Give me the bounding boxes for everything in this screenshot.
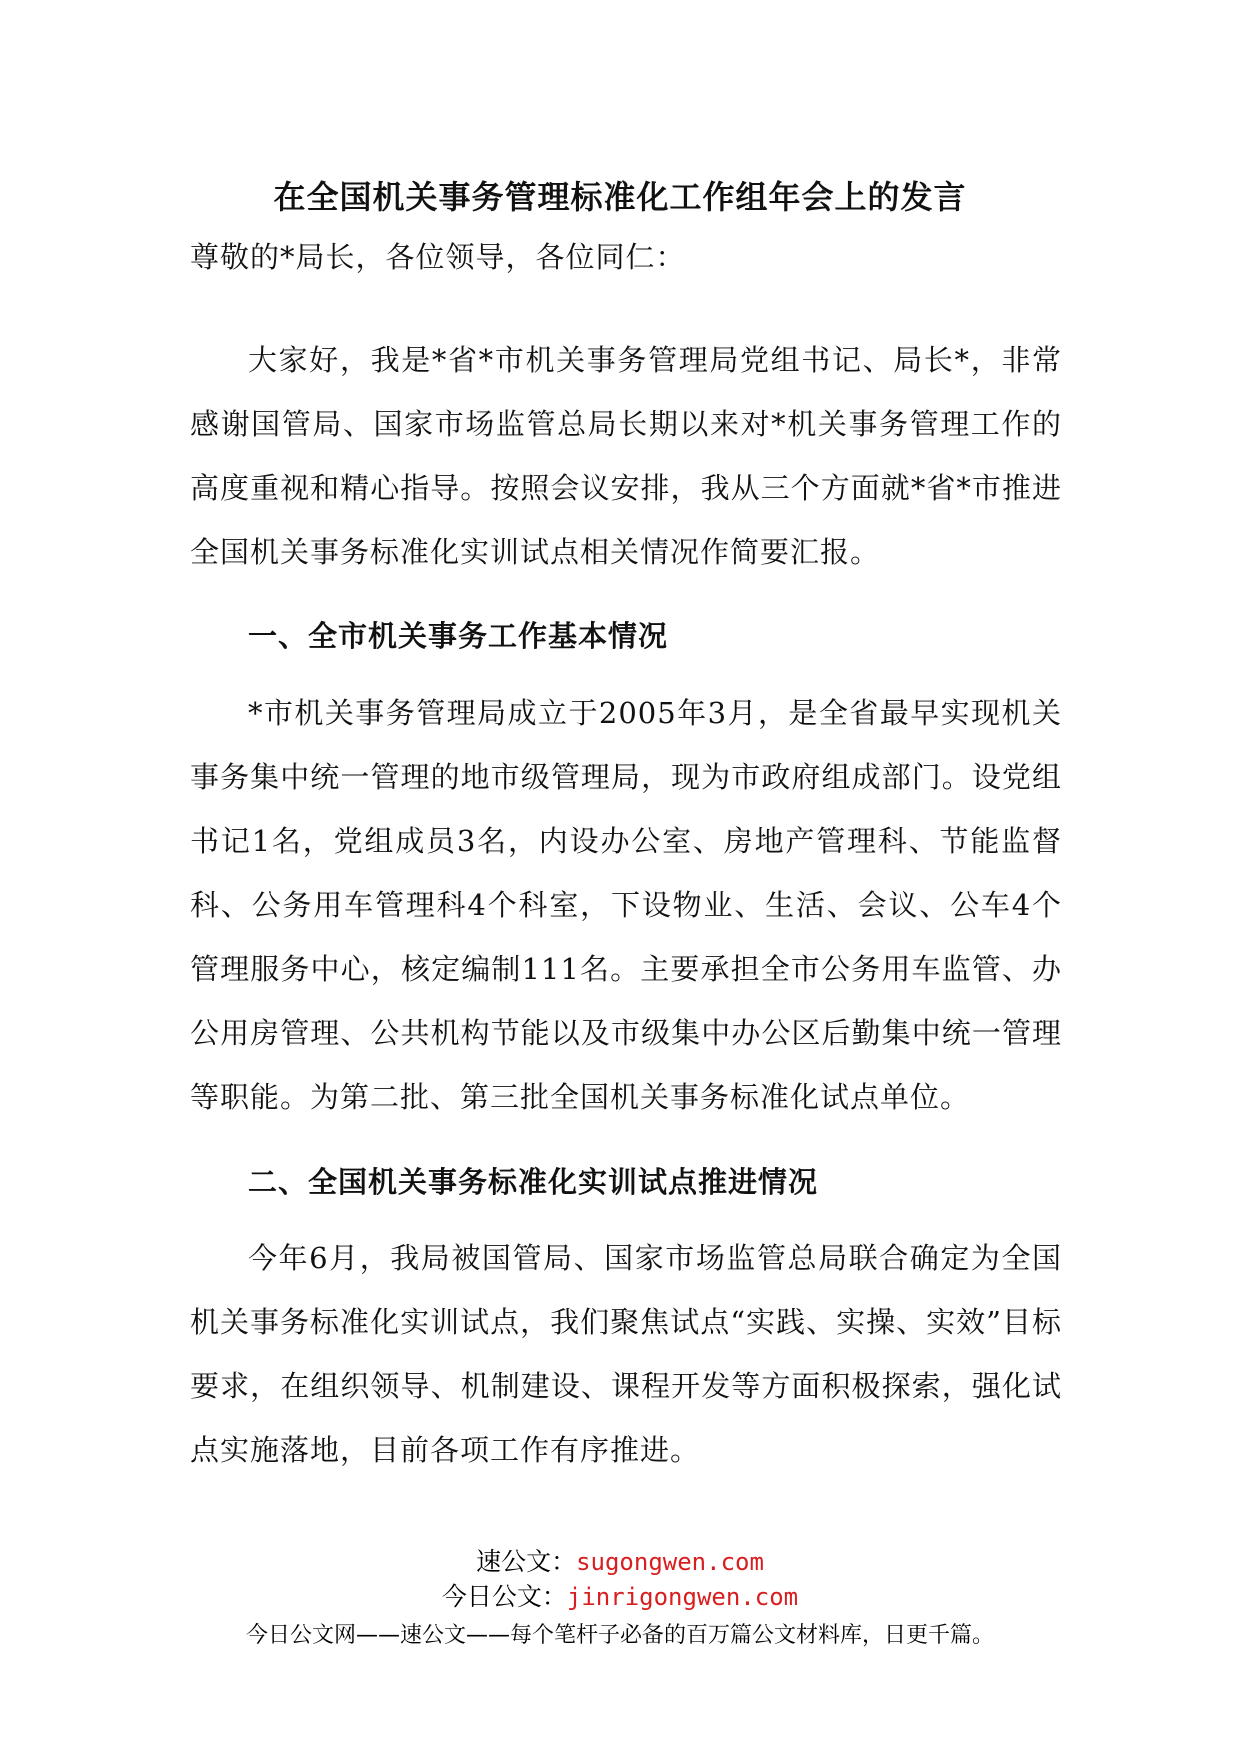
- footer-label-jinrigongwen: 今日公文：: [441, 1582, 567, 1611]
- section-paragraph-1: *市机关事务管理局成立于2005年3月，是全省最早实现机关事务集中统一管理的地市级管理局，现为市政府组成部门。设党组书记1名，党组成员3名，内设办公室、房地产管理科、节能监督科、公务用车管理科4个科室，下设物业、生活、会议、公车4个管理服务中心，核定编制111名。主要承担全市公务用车监管、办公用房管理、公共机构节能以及市级集中办公区后勤集中统一管理等职能。为第二批、第三批全国机关事务标准化试点单位。: [190, 696, 1062, 1114]
- footer-tagline: 今日公文网——速公文——每个笔杆子必备的百万篇公文材料库，日更千篇。: [245, 1623, 994, 1648]
- salutation: 尊敬的*局长，各位领导，各位同仁：: [190, 240, 686, 274]
- footer-label-sugongwen: 速公文：: [476, 1547, 577, 1576]
- footer-line-sugongwen: [0, 1545, 1240, 1579]
- intro-paragraph: 大家好，我是*省*市机关事务管理局党组书记、局长*，非常感谢国管局、国家市场监管总局长期以来对*机关事务管理工作的高度重视和精心指导。按照会议安排，我从三个方面就*省*市推进全国机关事务标准化实训试点相关情况作简要汇报。: [190, 343, 1062, 569]
- section-paragraph-2: 今年6月，我局被国管局、国家市场监管总局联合确定为全国机关事务标准化实训试点，我们聚焦试点“实践、实操、实效”目标要求，在组织领导、机制建设、课程开发等方面积极探索，强化试点实施落地，目前各项工作有序推进。: [190, 1241, 1062, 1467]
- section-heading-2: 二、全国机关事务标准化实训试点推进情况: [248, 1165, 819, 1199]
- document-title: 在全国机关事务管理标准化工作组年会上的发言: [273, 178, 967, 216]
- footer-link-jinrigongwen[interactable]: jinrigongwen.com: [566, 1583, 799, 1611]
- footer-link-sugongwen[interactable]: sugongwen.com: [576, 1548, 764, 1576]
- footer-line-jinrigongwen: [0, 1580, 1240, 1614]
- section-heading-1: 一、全市机关事务工作基本情况: [248, 619, 669, 653]
